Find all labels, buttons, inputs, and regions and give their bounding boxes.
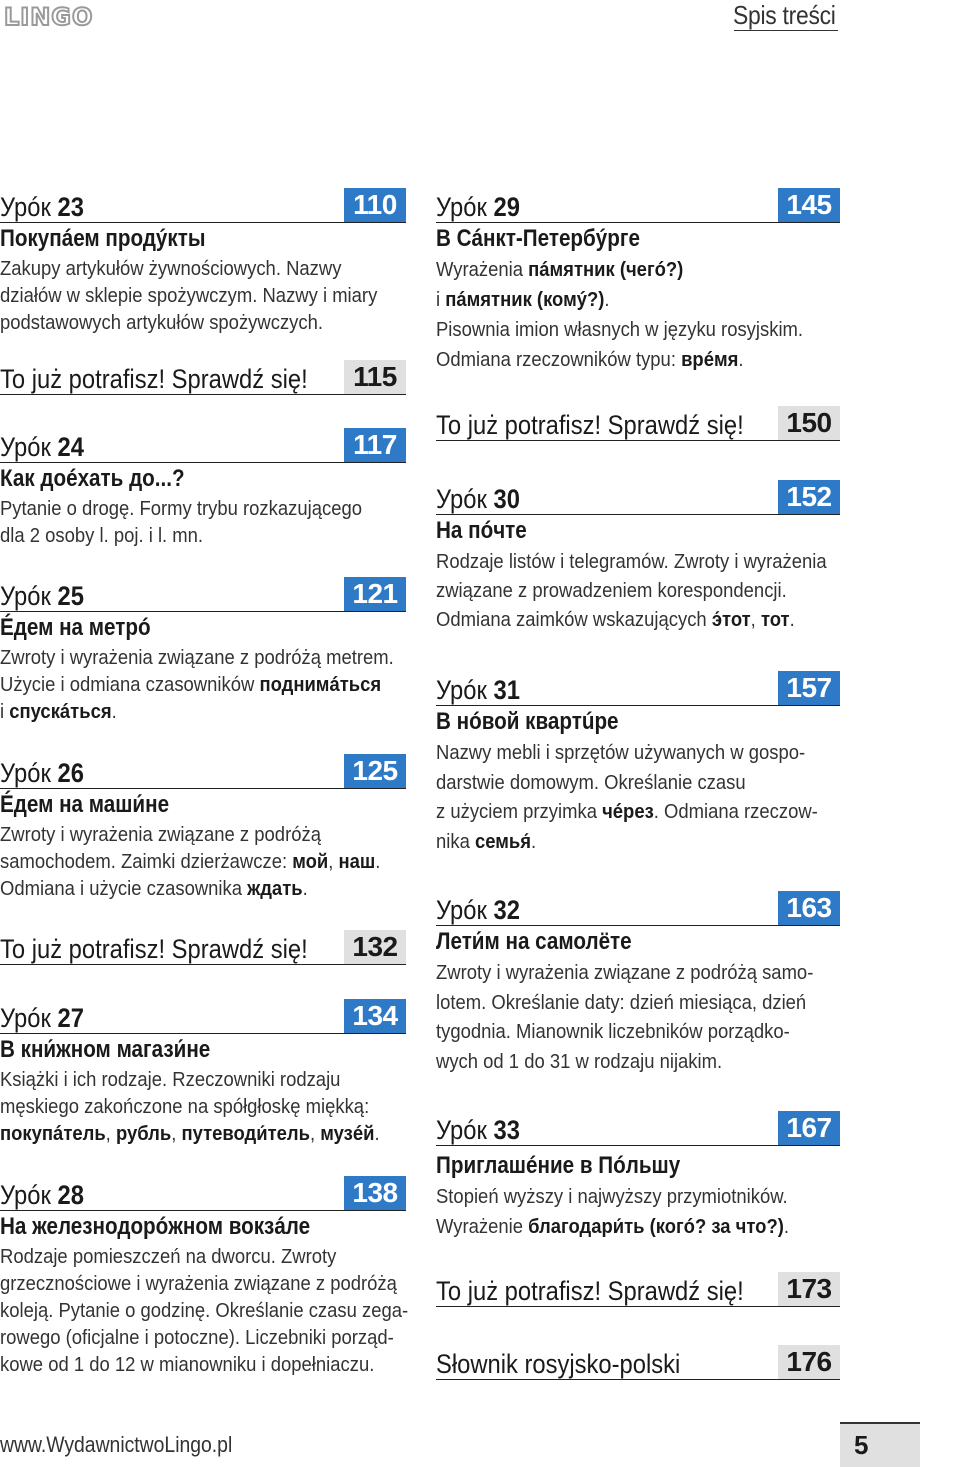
lesson-title: Лети́м на самолёте [436, 928, 632, 955]
lesson-label: Урóк 28 [0, 1180, 84, 1210]
lesson-label: Урóк 31 [436, 675, 520, 705]
header-underline [734, 30, 838, 31]
lingo-logo: LINGO [4, 3, 94, 31]
toc-entry-lesson-24[interactable] [0, 428, 406, 549]
lesson-title: Покупáем продýкты [0, 225, 206, 252]
lesson-label: Урóк 24 [0, 432, 84, 462]
lesson-title: На железнодорóжном вокзáле [0, 1213, 311, 1240]
lesson-label: Урóк 23 [0, 192, 84, 222]
toc-entry-lesson-26[interactable] [0, 754, 406, 902]
lesson-title: Приглашéние в Пóльшу [436, 1152, 681, 1179]
lesson-description: Nazwy mebli i sprzętów używanych w gospo- darstwie domowym. Określanie czasu z użyciem przyimka чéрез. Odmiana rzeczow- nika семья́. [436, 741, 818, 853]
page-number: 157 [778, 671, 840, 705]
lesson-title: В Сáнкт-Петербýрге [436, 225, 640, 252]
page-header-title: Spis treści [733, 0, 836, 30]
page-number: 134 [344, 999, 406, 1033]
test-label: To już potrafisz! Sprawdź się! [436, 1276, 744, 1306]
page-number: 132 [344, 930, 406, 964]
lesson-label: Урóк 32 [436, 895, 520, 925]
toc-entry-lesson-32[interactable] [436, 891, 840, 1076]
toc-entry-lesson-28[interactable] [0, 1176, 409, 1378]
page-number: 121 [344, 577, 406, 611]
toc-entry-lesson-31[interactable] [436, 671, 840, 856]
lesson-description: Książki i ich rodzaje. Rzeczowniki rodzaju męskiego zakończone na spółgłoskę miękką: покупáтель, рубль, путеводи́тель, музéй. [0, 1068, 380, 1145]
lesson-title: Éдем на маши́не [0, 791, 170, 818]
page-number: 117 [344, 428, 406, 462]
toc-entry-lesson-23[interactable] [0, 188, 406, 336]
lesson-description: Zakupy artykułów żywnościowych. Nazwy działów w sklepie spożywczym. Nazwy i miary podstawowych artykułów spożywczych. [0, 257, 378, 334]
lesson-title: Éдем на метрó [0, 614, 151, 641]
page-number: 152 [778, 480, 840, 514]
lesson-label: Урóк 27 [0, 1003, 84, 1033]
page-number: 176 [778, 1345, 840, 1379]
lesson-description: Pytanie o drogę. Formy trybu rozkazującego dla 2 osoby l. poj. i l. mn. [0, 497, 363, 547]
lesson-description: Wyrażenia пáмятник (чегó?) i пáмятник (комý?). Pisownia imion własnych w języku rosyjskim. Odmiana rzeczowników typu: врéмя. [436, 258, 804, 371]
toc-entry-test-4[interactable] [436, 1272, 840, 1307]
page-number: 138 [344, 1176, 406, 1210]
toc-entry-lesson-33[interactable] [436, 1111, 840, 1242]
toc-entry-test-3[interactable] [436, 406, 840, 441]
lesson-title: В нóвой квартúре [436, 708, 619, 735]
toc-entry-lesson-30[interactable] [436, 480, 840, 634]
lesson-label: Урóк 26 [0, 758, 84, 788]
lesson-description: Rodzaje pomieszczeń na dworcu. Zwroty grzecznościowe i wyrażenia związane z podróżą koleją. Pytanie o godzinę. Określanie czasu zega- rowego (oficjalne i potoczne). Liczebniki porząd- kowe od 1 do 12 w mianowniku i dopełniaczu. [0, 1245, 409, 1376]
lesson-label: Урóк 29 [436, 192, 520, 222]
page-number: 173 [778, 1272, 840, 1306]
test-label: To już potrafisz! Sprawdź się! [436, 410, 744, 440]
lesson-description: Zwroty i wyrażenia związane z podróżą metrem. Użycie i odmiana czasowników поднимáться i спускáться. [0, 646, 394, 723]
lesson-description: Rodzaje listów i telegramów. Zwroty i wyrażenia związane z prowadzeniem korespondencji. Odmiana zaimków wskazujących э́тот, тот. [436, 550, 827, 631]
toc-entry-lesson-25[interactable] [0, 577, 406, 725]
toc-entry-lesson-29[interactable] [436, 188, 840, 375]
test-label: To już potrafisz! Sprawdź się! [0, 934, 308, 964]
toc-entry-test-2[interactable] [0, 930, 406, 965]
page-number: 115 [344, 360, 406, 394]
page-number: 110 [344, 188, 406, 222]
page-number: 163 [778, 891, 840, 925]
page-number: 125 [344, 754, 406, 788]
lesson-description: Zwroty i wyrażenia związane z podróżą samo- lotem. Określanie daty: dzień miesiąca, dzień tygodnia. Mianownik liczebników porządko- wych od 1 do 31 w rodzaju nijakim. [436, 961, 814, 1073]
page-number-footer: 5 [840, 1422, 920, 1467]
lesson-label: Урóк 25 [0, 581, 84, 611]
lesson-label: Урóк 30 [436, 484, 520, 514]
toc-entry-test-1[interactable] [0, 360, 406, 395]
toc-entry-dictionary[interactable] [436, 1345, 840, 1380]
dictionary-label: Słownik rosyjsko-polski [436, 1349, 681, 1379]
test-label: To już potrafisz! Sprawdź się! [0, 364, 308, 394]
lesson-label: Урóк 33 [436, 1115, 520, 1145]
lesson-description: Stopień wyższy i najwyższy przymiotników. Wyrażenie благодари́ть (когó? за что?). [436, 1185, 789, 1238]
page-number: 145 [778, 188, 840, 222]
publisher-url[interactable]: www.WydawnictwoLingo.pl [0, 1432, 233, 1457]
lesson-description: Zwroty i wyrażenia związane z podróżą samochodem. Zaimki dzierżawcze: мой, наш. Odmiana i użycie czasownika ждать. [0, 823, 381, 900]
lesson-title: Как доéхать до...? [0, 465, 185, 492]
page-number: 150 [778, 406, 840, 440]
page-number: 167 [778, 1111, 840, 1145]
lesson-title: В кни́жном магази́не [0, 1036, 211, 1063]
lesson-title: На пóчте [436, 517, 527, 544]
toc-entry-lesson-27[interactable] [0, 999, 406, 1147]
